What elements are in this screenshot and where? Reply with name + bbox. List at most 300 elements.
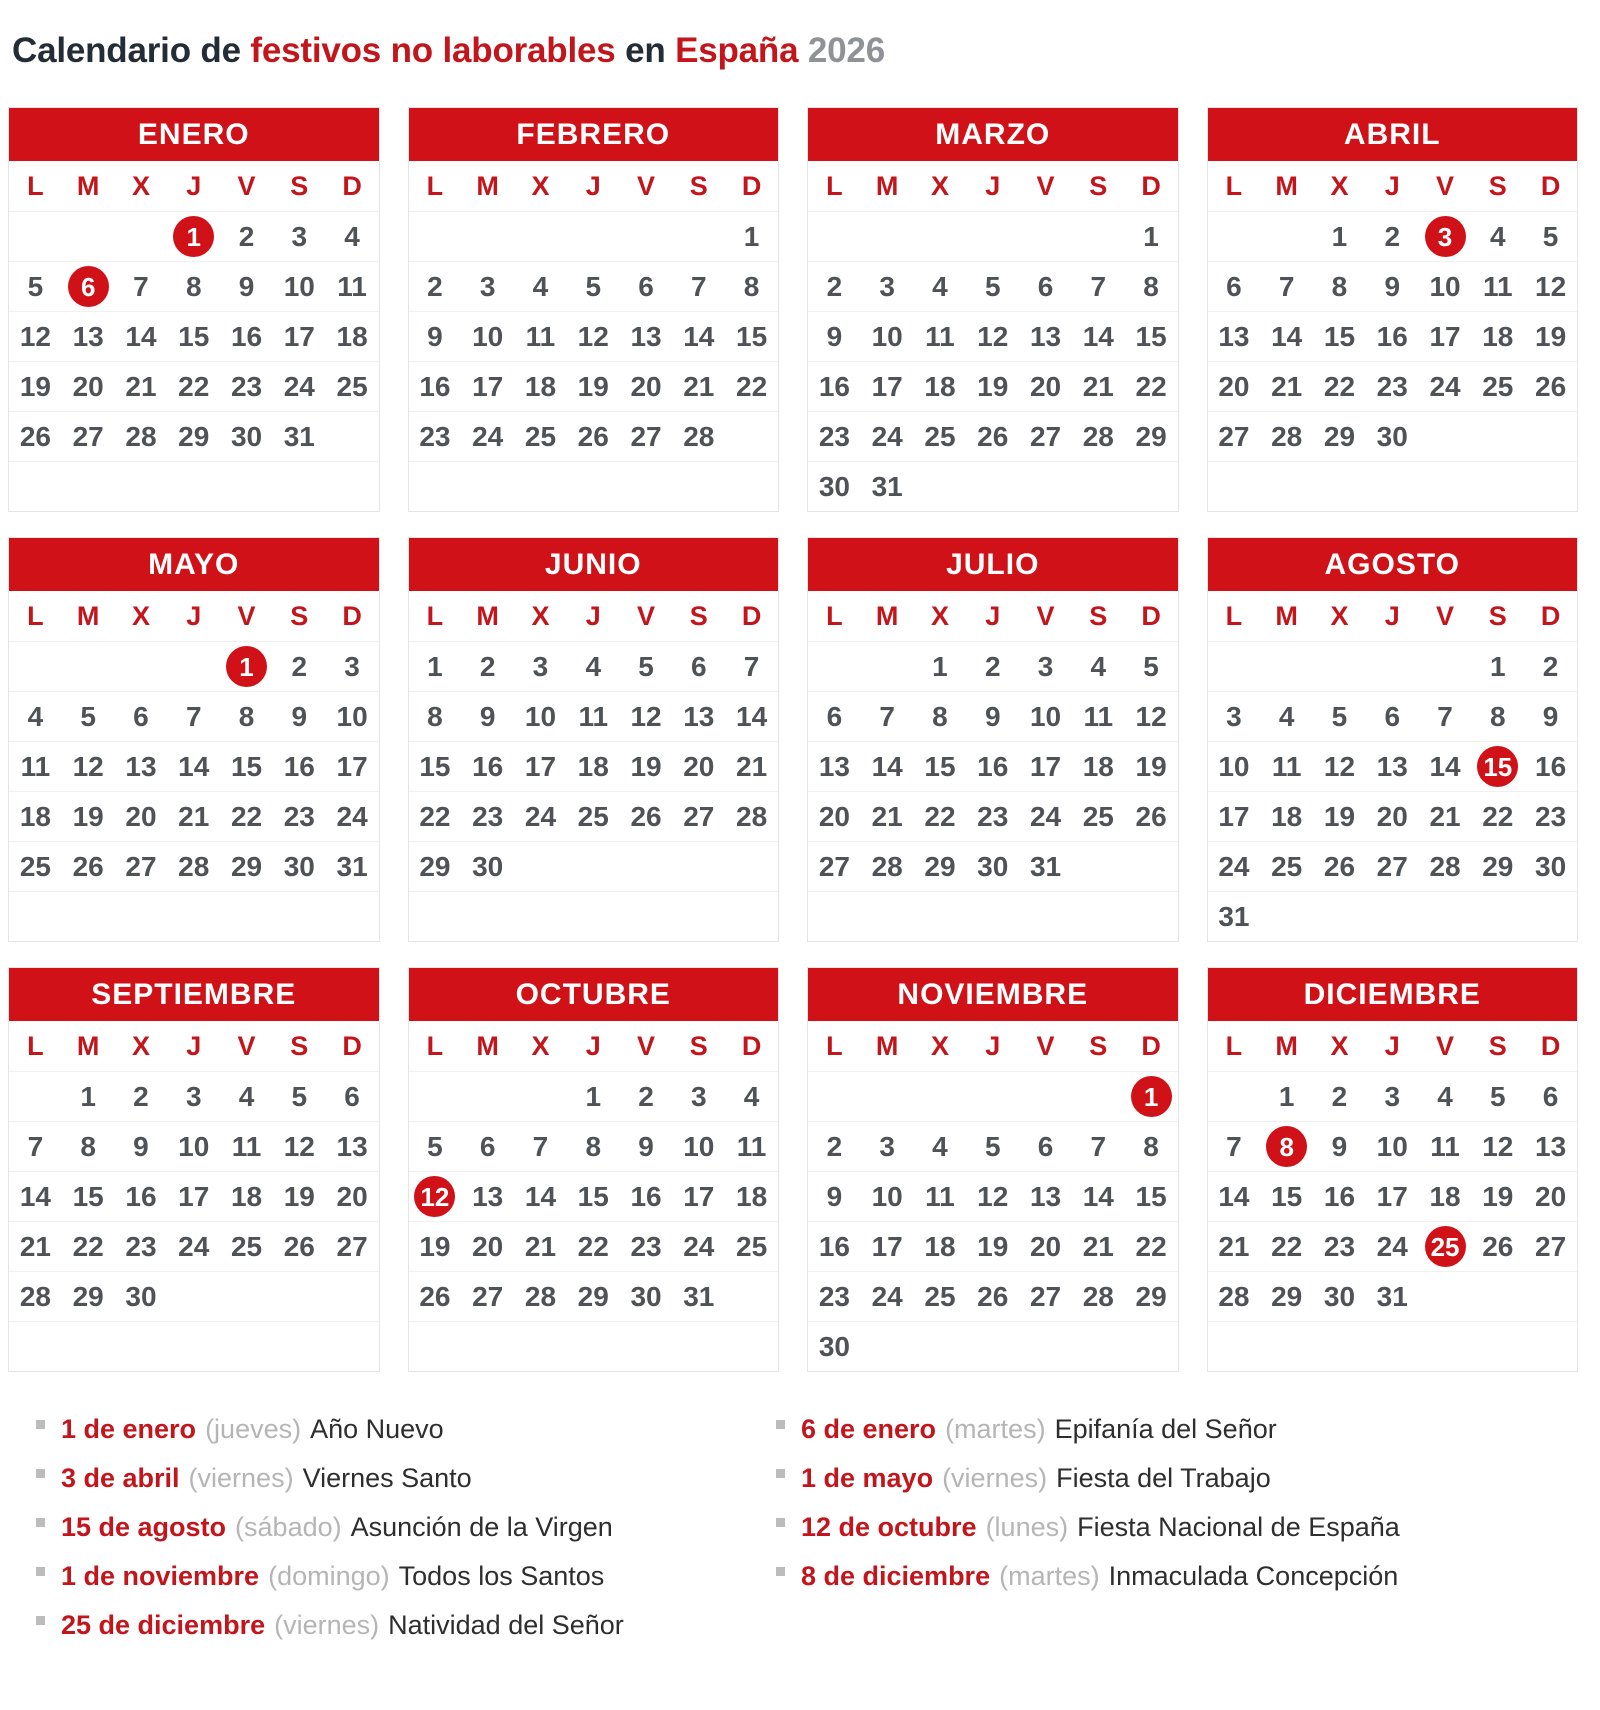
day-cell — [326, 792, 379, 841]
week-row — [808, 841, 1178, 891]
day-cell — [220, 312, 273, 361]
day-cell — [409, 792, 462, 841]
weekday-label: J — [186, 1030, 202, 1061]
day-cell — [620, 362, 673, 411]
day-cell — [1524, 1072, 1577, 1121]
day-number: 8 — [585, 1130, 602, 1162]
day-cell — [167, 462, 220, 511]
holiday-day: 25 — [1425, 1226, 1466, 1267]
day-number: 16 — [1535, 750, 1567, 782]
day-cell — [1019, 1172, 1072, 1221]
day-cell — [1419, 1172, 1472, 1221]
day-cell — [461, 1122, 514, 1171]
day-number: 20 — [1376, 800, 1408, 832]
day-cell — [1419, 412, 1472, 461]
day-cell — [1125, 362, 1178, 411]
day-cell — [725, 892, 778, 941]
day-number: 3 — [1384, 1080, 1401, 1112]
day-number: 20 — [1535, 1180, 1567, 1212]
day-number: 20 — [683, 750, 715, 782]
week-row — [409, 261, 779, 311]
weekday-label: X — [930, 170, 949, 201]
day-cell — [966, 1272, 1019, 1321]
day-cell — [914, 792, 967, 841]
day-cell — [1125, 1072, 1178, 1121]
day-number: 13 — [683, 700, 715, 732]
day-cell — [808, 792, 861, 841]
legend-item — [776, 1512, 1400, 1542]
bullet-icon — [36, 1567, 45, 1576]
day-cell — [808, 692, 861, 741]
day-cell — [167, 892, 220, 941]
day-number: 24 — [283, 370, 315, 402]
day-number: 15 — [736, 320, 768, 352]
weekday-label: M — [1275, 170, 1298, 201]
day-cell — [220, 1122, 273, 1171]
day-cell — [167, 312, 220, 361]
day-cell — [672, 1322, 725, 1371]
day-cell — [1260, 462, 1313, 511]
day-cell — [115, 1172, 168, 1221]
weekday-label: D — [741, 170, 762, 201]
weekday-label: D — [741, 600, 762, 631]
day-cell — [1260, 842, 1313, 891]
day-cell — [1208, 362, 1261, 411]
day-number: 25 — [1271, 850, 1303, 882]
week-row — [1208, 641, 1578, 691]
day-number: 6 — [1542, 1080, 1559, 1112]
day-cell — [167, 1172, 220, 1221]
day-number: 28 — [1218, 1280, 1250, 1312]
weekday-label: L — [426, 170, 444, 201]
week-row — [9, 691, 379, 741]
day-cell — [966, 1172, 1019, 1221]
day-number: 4 — [1278, 700, 1295, 732]
day-cell — [1208, 412, 1261, 461]
day-cell — [1366, 1172, 1419, 1221]
week-row — [9, 641, 379, 691]
weekday-label: V — [237, 600, 256, 631]
weekday-label: X — [1330, 600, 1349, 631]
day-number: 27 — [683, 800, 715, 832]
day-number: 25 — [524, 420, 557, 452]
day-cell — [725, 842, 778, 891]
weekday-label: J — [585, 1030, 601, 1061]
day-cell — [1419, 462, 1472, 511]
day-cell — [9, 1172, 62, 1221]
day-cell — [461, 692, 514, 741]
day-cell — [725, 312, 778, 361]
bullet-icon — [776, 1420, 785, 1429]
day-number: 19 — [419, 1230, 451, 1262]
day-number: 7 — [691, 270, 707, 302]
day-number: 28 — [19, 1280, 51, 1312]
day-cell — [514, 412, 567, 461]
weekday-label: V — [237, 170, 256, 201]
day-cell — [966, 892, 1019, 941]
month-card — [1207, 967, 1579, 1372]
month-card — [807, 967, 1179, 1372]
day-cell — [567, 1222, 620, 1271]
week-row — [9, 1121, 379, 1171]
day-number: 4 — [743, 1080, 760, 1112]
day-number: 19 — [577, 370, 609, 402]
day-number: 11 — [1430, 1130, 1460, 1162]
month-card — [8, 107, 380, 512]
day-number: 2 — [826, 1130, 843, 1162]
day-cell — [115, 692, 168, 741]
day-number: 14 — [683, 320, 715, 352]
day-number: 8 — [185, 270, 202, 302]
day-number: 29 — [72, 1280, 104, 1312]
day-number: 16 — [630, 1180, 662, 1212]
day-cell — [1019, 792, 1072, 841]
weekday-label: M — [476, 600, 499, 631]
day-cell — [1208, 1122, 1261, 1171]
day-number: 29 — [178, 420, 210, 452]
weekday-label: J — [1384, 600, 1400, 631]
weekday-label: L — [27, 600, 44, 631]
day-cell — [1471, 1172, 1524, 1221]
weekday-label: X — [1330, 170, 1349, 201]
day-cell — [1524, 692, 1577, 741]
day-number: 1 — [932, 650, 948, 682]
day-cell — [914, 1272, 967, 1321]
day-cell — [220, 1172, 273, 1221]
day-cell — [1366, 892, 1419, 941]
day-cell — [326, 1322, 379, 1371]
day-number: 15 — [1135, 320, 1167, 352]
week-row — [808, 361, 1178, 411]
weekday-row — [808, 1021, 1178, 1071]
day-number: 3 — [185, 1080, 202, 1112]
day-number: 4 — [1490, 220, 1506, 252]
week-row — [409, 641, 779, 691]
week-row — [808, 411, 1178, 461]
day-cell — [1366, 1122, 1419, 1171]
day-cell — [167, 742, 220, 791]
day-number: 5 — [291, 1080, 308, 1112]
day-cell — [409, 362, 462, 411]
day-number: 20 — [1029, 370, 1062, 402]
day-cell — [1208, 1072, 1261, 1121]
day-cell — [273, 212, 326, 261]
day-number: 4 — [27, 700, 44, 732]
day-number: 27 — [72, 420, 104, 452]
day-cell — [1260, 792, 1313, 841]
legend-date: 15 de agosto — [61, 1512, 227, 1542]
day-cell — [567, 362, 620, 411]
day-cell — [461, 262, 514, 311]
day-cell — [1260, 1272, 1313, 1321]
day-cell — [966, 312, 1019, 361]
day-number: 7 — [1437, 700, 1453, 732]
day-number: 2 — [1384, 220, 1401, 252]
day-cell — [220, 792, 273, 841]
day-number: 22 — [1271, 1230, 1303, 1262]
day-number: 29 — [1135, 1280, 1167, 1312]
day-cell — [220, 362, 273, 411]
day-cell — [1471, 462, 1524, 511]
day-cell — [62, 642, 115, 691]
day-number: 30 — [1535, 850, 1567, 882]
day-cell — [1208, 312, 1261, 361]
day-number: 11 — [1271, 750, 1302, 782]
weekday-label: D — [1141, 1030, 1161, 1061]
weekday-label: V — [1036, 170, 1055, 201]
day-number: 10 — [871, 1180, 903, 1212]
day-number: 7 — [1090, 270, 1107, 302]
day-number: 18 — [19, 800, 51, 832]
day-cell — [966, 262, 1019, 311]
day-cell — [1072, 312, 1125, 361]
day-number: 23 — [1376, 370, 1408, 402]
weekday-label: S — [1089, 600, 1108, 631]
day-number: 14 — [19, 1180, 51, 1212]
day-cell — [9, 462, 62, 511]
day-number: 29 — [577, 1280, 609, 1312]
day-cell — [966, 792, 1019, 841]
day-cell — [273, 642, 326, 691]
day-number: 24 — [336, 800, 368, 832]
day-cell — [461, 462, 514, 511]
day-number: 16 — [818, 370, 850, 402]
day-number: 23 — [125, 1230, 157, 1262]
day-cell — [1019, 742, 1072, 791]
week-row — [409, 361, 779, 411]
week-row — [409, 1271, 779, 1321]
day-number: 15 — [1271, 1180, 1303, 1212]
day-cell — [1313, 842, 1366, 891]
day-number: 10 — [683, 1130, 715, 1162]
day-number: 17 — [472, 370, 504, 402]
day-cell — [167, 842, 220, 891]
day-cell — [1125, 412, 1178, 461]
day-number: 13 — [1029, 320, 1062, 352]
legend-item — [776, 1414, 1400, 1444]
day-cell — [1125, 1272, 1178, 1321]
month-card — [1207, 107, 1579, 512]
day-number: 8 — [1143, 1130, 1159, 1162]
day-cell — [1524, 842, 1577, 891]
day-number: 13 — [630, 320, 662, 352]
day-number: 4 — [932, 1130, 948, 1162]
day-cell — [1471, 692, 1524, 741]
day-number: 17 — [1429, 320, 1461, 352]
day-number: 1 — [1331, 220, 1348, 252]
day-cell — [1019, 262, 1072, 311]
day-cell — [115, 1072, 168, 1121]
day-cell — [1125, 842, 1178, 891]
day-cell — [9, 1072, 62, 1121]
day-number: 18 — [736, 1180, 768, 1212]
day-cell — [1125, 642, 1178, 691]
day-cell — [167, 792, 220, 841]
weekday-label: X — [531, 170, 550, 201]
day-number: 24 — [683, 1230, 715, 1262]
day-cell — [1471, 312, 1524, 361]
day-cell — [1313, 1172, 1366, 1221]
day-number: 5 — [1542, 220, 1559, 252]
weekday-label: S — [689, 1030, 708, 1061]
day-number: 19 — [19, 370, 51, 402]
day-number: 25 — [230, 1230, 263, 1262]
day-cell — [914, 262, 967, 311]
day-number: 27 — [1218, 420, 1250, 452]
day-cell — [620, 642, 673, 691]
day-cell — [1208, 1222, 1261, 1271]
day-number: 27 — [1535, 1230, 1567, 1262]
month-weeks — [409, 641, 779, 941]
week-row — [808, 261, 1178, 311]
day-cell — [115, 642, 168, 691]
day-number: 15 — [230, 750, 263, 782]
day-number: 2 — [826, 270, 843, 302]
day-number: 26 — [977, 1280, 1009, 1312]
day-cell — [273, 262, 326, 311]
day-cell — [62, 1272, 115, 1321]
day-cell — [1208, 1272, 1261, 1321]
day-cell — [1019, 362, 1072, 411]
day-cell — [861, 1272, 914, 1321]
day-cell — [1072, 642, 1125, 691]
week-row — [1208, 411, 1578, 461]
legend-holiday-name: Epifanía del Señor — [1054, 1414, 1277, 1444]
holiday-day: 1 — [226, 646, 267, 687]
week-row — [1208, 691, 1578, 741]
day-number: 9 — [826, 320, 843, 352]
day-number: 5 — [585, 270, 602, 302]
day-cell — [514, 792, 567, 841]
day-cell — [1313, 412, 1366, 461]
day-cell — [461, 1172, 514, 1221]
day-cell — [672, 1122, 725, 1171]
day-number: 15 — [72, 1180, 104, 1212]
day-number: 24 — [524, 800, 557, 832]
legend-column-left — [36, 1414, 776, 1659]
day-number: 3 — [1226, 700, 1242, 732]
day-number: 3 — [291, 220, 308, 252]
month-header: JUNIO — [409, 538, 779, 591]
day-number: 22 — [577, 1230, 609, 1262]
day-cell — [672, 462, 725, 511]
day-cell — [620, 462, 673, 511]
day-cell — [966, 212, 1019, 261]
holiday-day: 6 — [68, 266, 109, 307]
week-row — [9, 261, 379, 311]
day-cell — [1524, 412, 1577, 461]
day-cell — [1208, 692, 1261, 741]
day-cell — [567, 742, 620, 791]
day-cell — [514, 462, 567, 511]
day-number: 11 — [578, 700, 609, 732]
day-number: 4 — [238, 1080, 255, 1112]
day-cell — [62, 212, 115, 261]
week-row — [409, 461, 779, 511]
day-cell — [808, 892, 861, 941]
day-cell — [1524, 1322, 1577, 1371]
day-cell — [62, 742, 115, 791]
day-cell — [220, 262, 273, 311]
day-number: 23 — [230, 370, 263, 402]
day-number: 13 — [1218, 320, 1250, 352]
day-cell — [1072, 1172, 1125, 1221]
day-number: 23 — [977, 800, 1009, 832]
day-number: 9 — [1384, 270, 1401, 302]
weekday-label: L — [1225, 1030, 1243, 1061]
day-number: 19 — [1323, 800, 1356, 832]
legend-item — [776, 1463, 1400, 1493]
day-cell — [273, 842, 326, 891]
day-number: 31 — [683, 1280, 715, 1312]
day-number: 30 — [977, 850, 1009, 882]
week-row — [808, 1321, 1178, 1371]
day-number: 13 — [336, 1130, 368, 1162]
legend-holiday-name: Año Nuevo — [310, 1414, 444, 1444]
day-number: 19 — [977, 1230, 1009, 1262]
day-cell — [725, 742, 778, 791]
day-cell — [567, 892, 620, 941]
day-number: 16 — [125, 1180, 157, 1212]
day-cell — [966, 1122, 1019, 1171]
week-row — [409, 411, 779, 461]
day-cell — [9, 742, 62, 791]
week-row — [9, 1321, 379, 1371]
week-row — [9, 211, 379, 261]
day-cell — [861, 1172, 914, 1221]
day-cell — [326, 1172, 379, 1221]
day-number: 26 — [283, 1230, 315, 1262]
day-cell — [1260, 642, 1313, 691]
day-number: 27 — [125, 850, 157, 882]
weekday-label: V — [237, 1030, 256, 1061]
day-cell — [861, 412, 914, 461]
day-cell — [1313, 642, 1366, 691]
day-cell — [1471, 412, 1524, 461]
day-cell — [1471, 842, 1524, 891]
day-cell — [861, 892, 914, 941]
day-number: 28 — [125, 420, 157, 452]
day-number: 20 — [1029, 1230, 1062, 1262]
day-number: 3 — [532, 650, 549, 682]
day-number: 5 — [80, 700, 96, 732]
day-cell — [9, 892, 62, 941]
day-number: 8 — [238, 700, 255, 732]
day-cell — [725, 692, 778, 741]
day-number: 4 — [532, 270, 549, 302]
day-cell — [115, 792, 168, 841]
day-cell — [725, 262, 778, 311]
weekday-label: X — [131, 600, 150, 631]
day-number: 17 — [1376, 1180, 1408, 1212]
day-cell — [1072, 262, 1125, 311]
day-number: 29 — [924, 850, 956, 882]
day-number: 3 — [1037, 650, 1054, 682]
day-cell — [1419, 312, 1472, 361]
month-header: SEPTIEMBRE — [9, 968, 379, 1021]
week-row — [1208, 1321, 1578, 1371]
week-row — [9, 1171, 379, 1221]
holiday-day: 8 — [1266, 1126, 1307, 1167]
day-cell — [808, 1072, 861, 1121]
day-number: 30 — [818, 470, 850, 502]
day-cell — [1419, 742, 1472, 791]
day-number: 5 — [638, 650, 654, 682]
day-cell — [1419, 842, 1472, 891]
day-number: 22 — [1135, 370, 1167, 402]
day-cell — [725, 462, 778, 511]
weekday-label: S — [290, 170, 309, 201]
